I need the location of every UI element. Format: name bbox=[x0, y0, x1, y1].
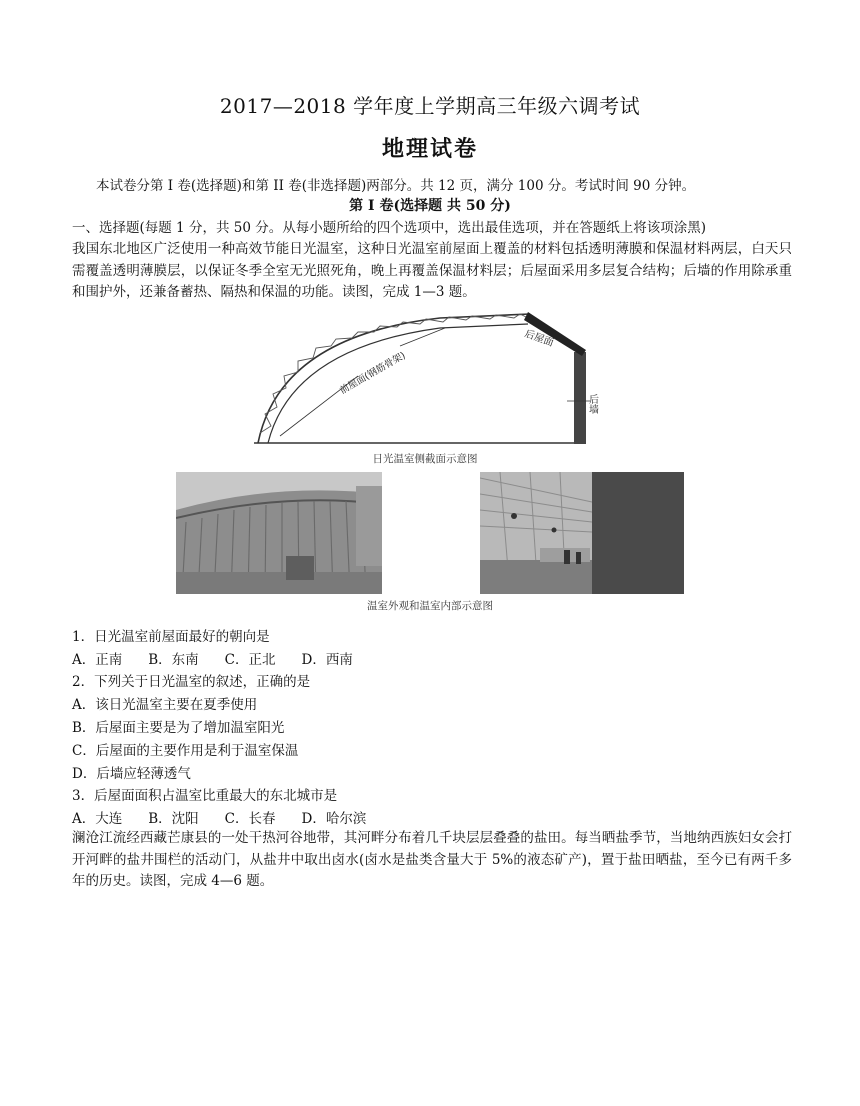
question-3-option-c[interactable]: C．长春 bbox=[224, 811, 276, 827]
question-1-option-c[interactable]: C．正北 bbox=[224, 652, 276, 668]
question-3-stem: 3．后屋面面积占温室比重最大的东北城市是 bbox=[72, 788, 338, 804]
greenhouse-cross-section-diagram bbox=[240, 306, 610, 468]
interior-photo-art bbox=[480, 472, 684, 594]
question-3-option-b[interactable]: B．沈阳 bbox=[148, 811, 199, 827]
truss-outer-arc bbox=[258, 314, 530, 443]
truss-lattice bbox=[260, 314, 528, 433]
part-one-title: 第 I 卷(选择题 共 50 分) bbox=[349, 198, 511, 214]
greenhouse-interior-photo bbox=[480, 472, 684, 594]
passage-greenhouse: 我国东北地区广泛使用一种高效节能日光温室，这种日光温室前屋面上覆盖的材料包括透明薄膜和保温材料两层，白天只需覆盖透明薄膜层，以保证冬季全室无光照死角，晚上再覆盖保温材料层；后屋面采用多层复合结构；后墙的作用除承重和围护外，还兼备蓄热、隔热和保温的功能。读图，完成 1—3 题。 bbox=[72, 241, 792, 300]
front-roof-label: 前屋面(钢筋骨架) bbox=[338, 350, 408, 397]
question-1-options bbox=[72, 648, 379, 668]
back-wall bbox=[574, 352, 586, 444]
question-2-option-c[interactable]: C．后屋面的主要作用是利于温室保温 bbox=[72, 743, 299, 759]
question-1-option-a[interactable]: A．正南 bbox=[72, 652, 123, 668]
question-1-stem: 1．日光温室前屋面最好的朝向是 bbox=[72, 629, 270, 645]
exam-subject-title: 地理试卷 bbox=[381, 136, 478, 162]
question-3-options bbox=[72, 807, 392, 827]
figure1-caption: 日光温室侧截面示意图 bbox=[372, 453, 478, 465]
exam-intro: 本试卷分第 I 卷(选择题)和第 II 卷(非选择题)两部分。共 12 页，满分 100 分。考试时间 90 分钟。 bbox=[96, 178, 696, 194]
question-1-option-b[interactable]: B．东南 bbox=[148, 652, 199, 668]
passage-salt-fields: 澜沧江流经西藏芒康县的一处干热河谷地带，其河畔分布着几千块层层叠叠的盐田。每当晒盐季节，当地纳西族妇女会打开河畔的盐井围栏的活动门，从盐井中取出卤水(卤水是盐类含量大于 5%的液态矿产)，置于盐田晒盐，至今已有两千多年的历史。读图，完成 4—6 题。 bbox=[72, 830, 792, 889]
question-2-option-a[interactable]: A．该日光温室主要在夏季使用 bbox=[72, 697, 258, 713]
question-3-option-a[interactable]: A．大连 bbox=[72, 811, 123, 827]
figure2-caption: 温室外观和温室内部示意图 bbox=[367, 600, 493, 612]
exterior-photo-art bbox=[176, 472, 382, 594]
back-wall-label: 后墙 bbox=[586, 394, 598, 414]
exam-title: 2017—2018 学年度上学期高三年级六调考试 bbox=[219, 94, 641, 118]
question-2-option-d[interactable]: D．后墙应轻薄透气 bbox=[72, 766, 191, 782]
greenhouse-exterior-photo bbox=[176, 472, 382, 594]
question-1-option-d[interactable]: D．西南 bbox=[301, 652, 353, 668]
question-2-stem: 2．下列关于日光温室的叙述，正确的是 bbox=[72, 674, 311, 690]
section-instructions: 一、选择题(每题 1 分，共 50 分。从每小题所给的四个选项中，选出最佳选项，并在答题纸上将该项涂黑) bbox=[72, 220, 706, 236]
back-roof-label: 后屋面 bbox=[522, 328, 555, 350]
truss-inner-arc bbox=[268, 324, 528, 443]
question-2-option-b[interactable]: B．后屋面主要是为了增加温室阳光 bbox=[72, 720, 285, 736]
question-3-option-d[interactable]: D．哈尔滨 bbox=[301, 811, 367, 827]
